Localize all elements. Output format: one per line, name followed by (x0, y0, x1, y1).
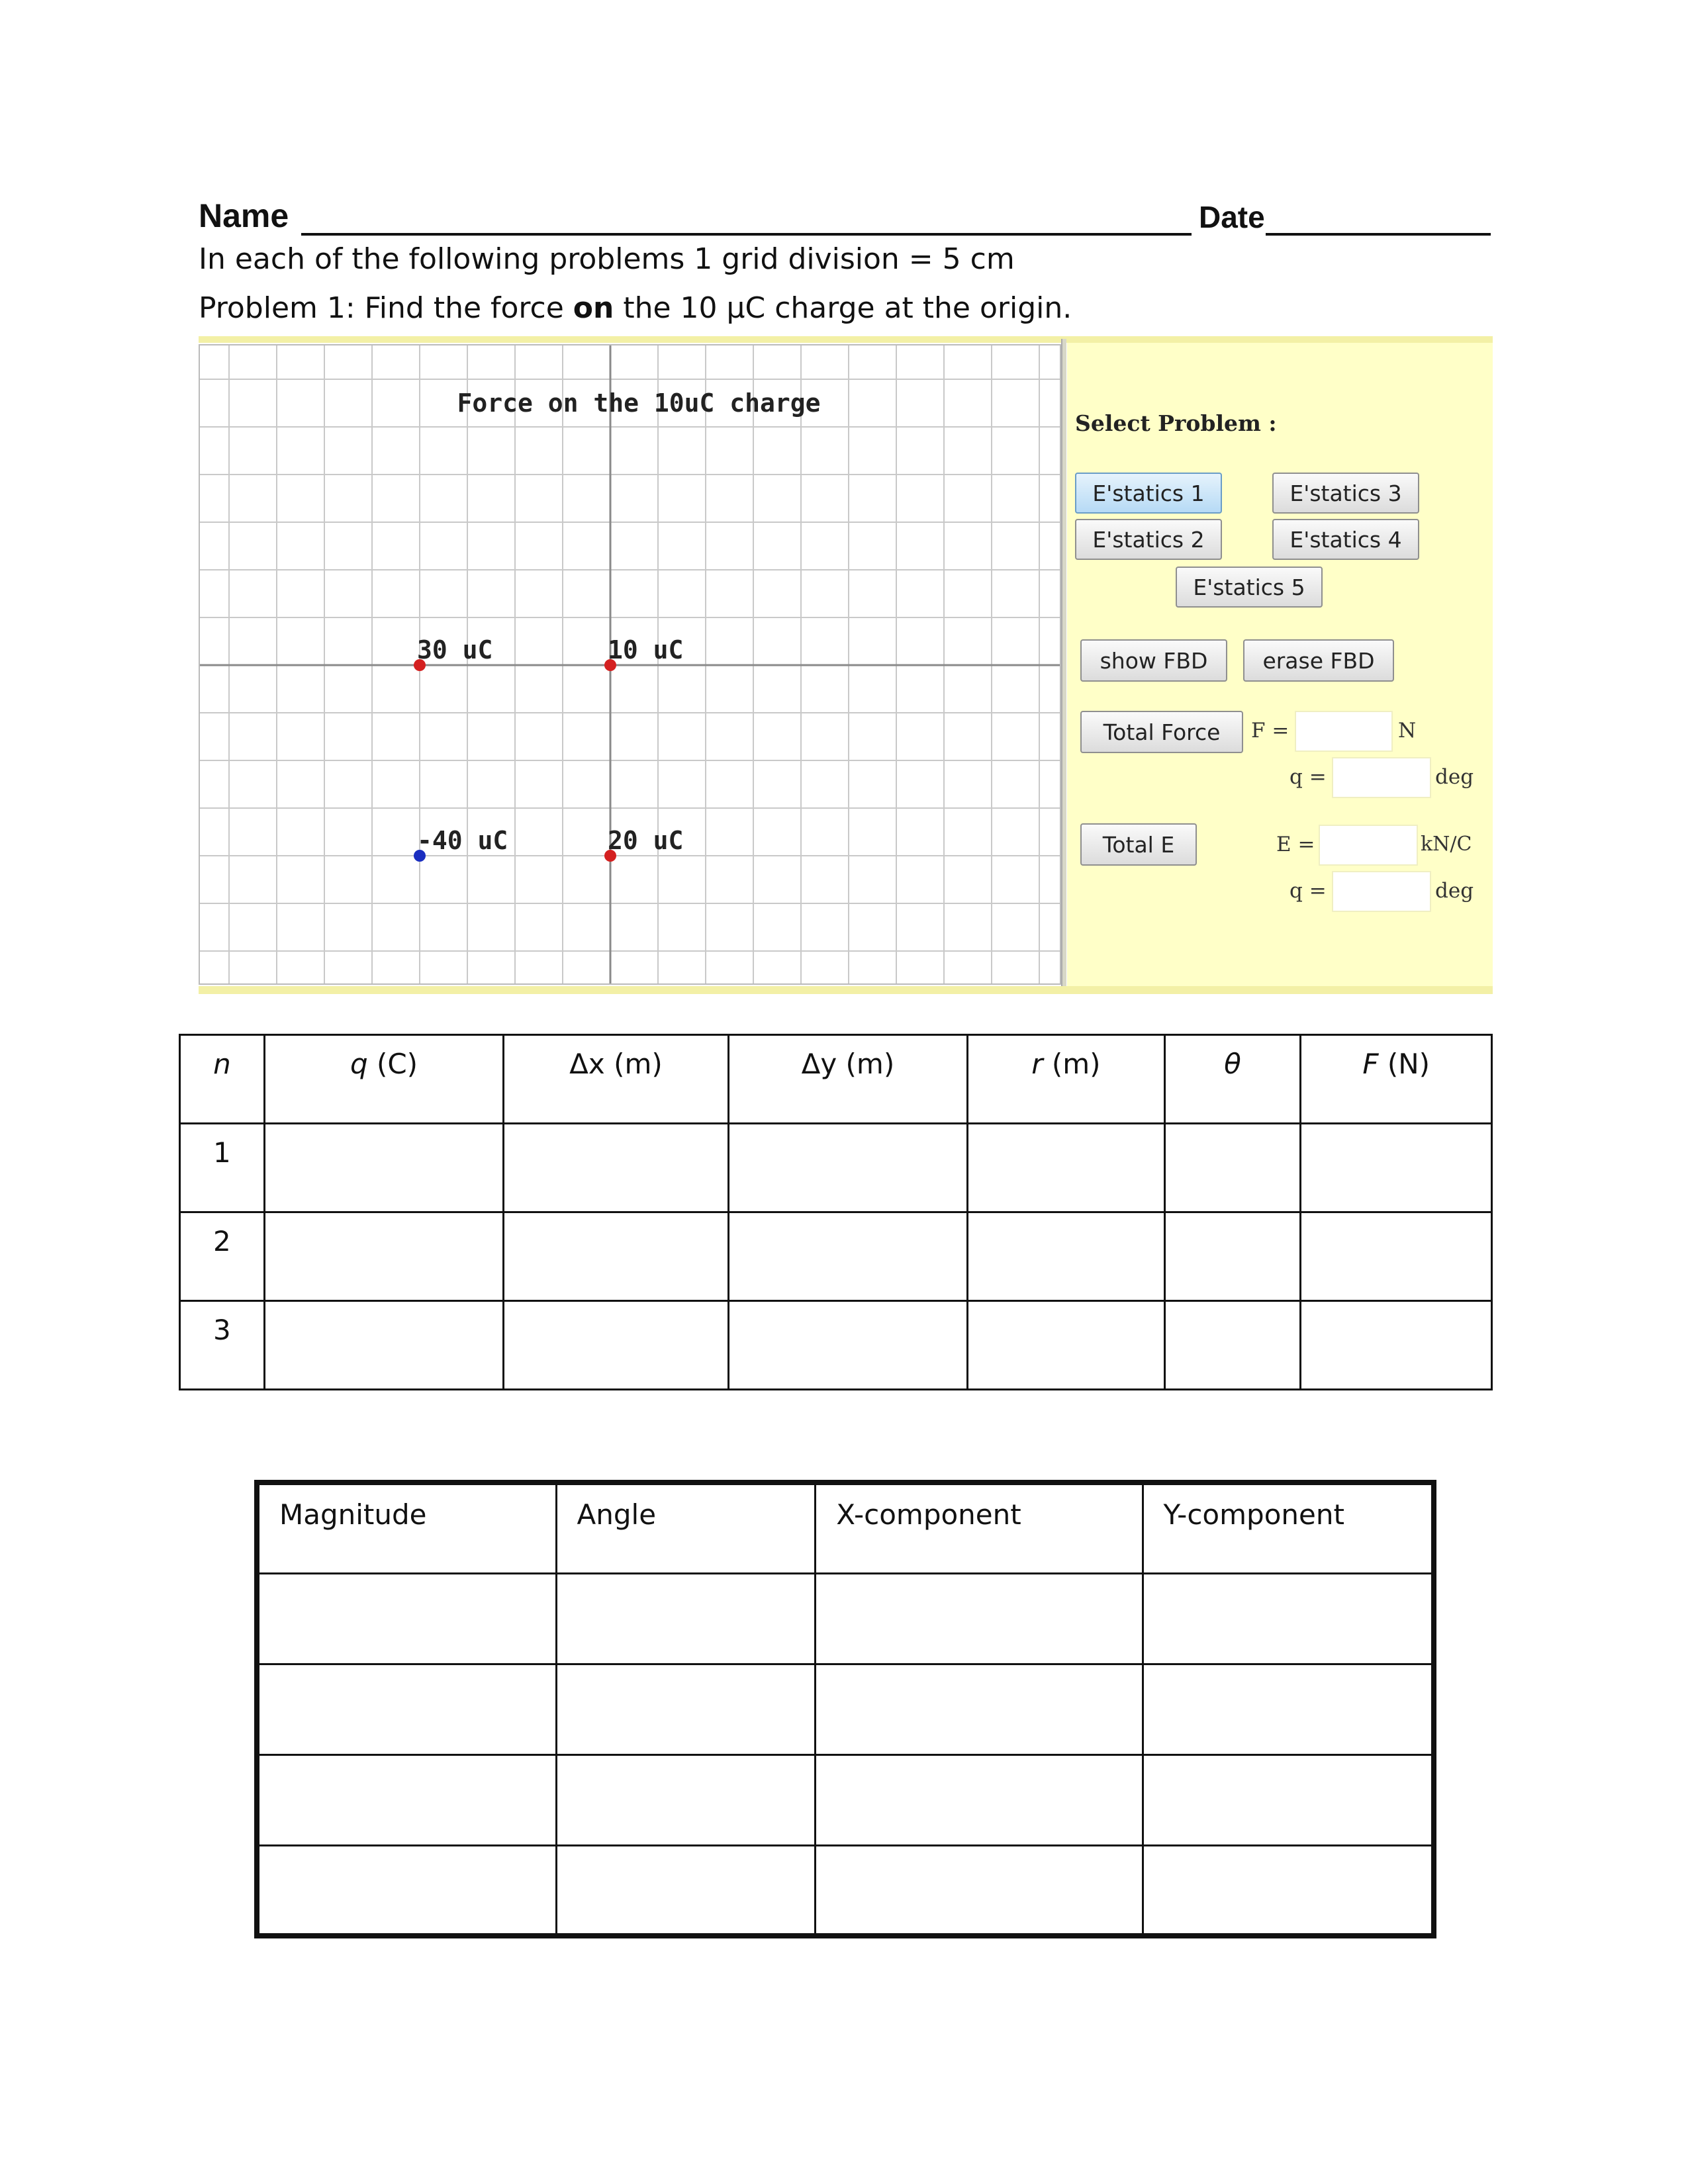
force-angle-field[interactable] (1332, 757, 1431, 798)
table-cell[interactable] (728, 1212, 967, 1301)
table-cell[interactable] (1164, 1124, 1301, 1212)
column-unit: (m) (1043, 1048, 1101, 1080)
force-unit: N (1398, 719, 1417, 743)
column-header (968, 1035, 1165, 1124)
table-cell[interactable] (1143, 1754, 1434, 1845)
table-cell[interactable] (1143, 1845, 1434, 1936)
row-number: 1 (180, 1124, 265, 1212)
field-angle-field[interactable] (1332, 871, 1431, 912)
table-cell[interactable] (264, 1212, 503, 1301)
problem-prefix: Problem 1: Find the force (199, 291, 573, 325)
problem-suffix: the 10 μC charge at the origin. (614, 291, 1072, 325)
table-cell[interactable] (504, 1212, 728, 1301)
column-unit: (m) (837, 1048, 895, 1080)
estatics-5-button[interactable]: E'statics 5 (1176, 567, 1323, 608)
table-cell[interactable] (968, 1301, 1165, 1390)
table-row (180, 1124, 1492, 1212)
table-cell[interactable] (1164, 1212, 1301, 1301)
estatics-2-button[interactable]: E'statics 2 (1075, 519, 1222, 560)
table-row (257, 1664, 1434, 1754)
table-cell[interactable] (556, 1573, 816, 1664)
row-number: 2 (180, 1212, 265, 1301)
table-cell[interactable] (556, 1664, 816, 1754)
table-cell[interactable] (816, 1845, 1143, 1936)
table-cell[interactable] (1301, 1301, 1492, 1390)
table-cell[interactable] (968, 1124, 1165, 1212)
column-variable: n (213, 1048, 231, 1080)
column-unit: (m) (604, 1048, 663, 1080)
table-cell[interactable] (968, 1212, 1165, 1301)
column-variable: Δx (569, 1048, 605, 1080)
magnitude-header: Magnitude (257, 1482, 556, 1573)
table-row (257, 1754, 1434, 1845)
table-row (180, 1212, 1492, 1301)
column-variable: θ (1224, 1048, 1241, 1080)
simulation-top-border (199, 336, 1493, 343)
table-cell[interactable] (1164, 1301, 1301, 1390)
table-cell[interactable] (1143, 1664, 1434, 1754)
simulation-bottom-border (199, 986, 1493, 994)
table-cell[interactable] (728, 1301, 967, 1390)
table-header-row (180, 1035, 1492, 1124)
charge-label: 10 uC (608, 635, 684, 664)
charge-label: 20 uC (608, 826, 684, 855)
table-cell[interactable] (816, 1664, 1143, 1754)
panel-divider (1061, 339, 1066, 989)
column-header (264, 1035, 503, 1124)
column-variable: r (1031, 1048, 1043, 1080)
force-angle-unit: deg (1435, 765, 1474, 789)
table-row (257, 1573, 1434, 1664)
table-cell[interactable] (257, 1664, 556, 1754)
column-variable: F (1362, 1048, 1379, 1080)
table-cell[interactable] (728, 1124, 967, 1212)
total-force-button[interactable]: Total Force (1080, 711, 1243, 753)
field-label: E = (1276, 833, 1315, 856)
charge-grid (199, 344, 1061, 985)
field-angle-unit: deg (1435, 879, 1474, 903)
table-cell[interactable] (816, 1573, 1143, 1664)
field-value-field[interactable] (1319, 825, 1418, 866)
field-unit: kN/C (1421, 833, 1472, 856)
problem-bold-word: on (573, 291, 614, 325)
y-component-header: Y-component (1143, 1482, 1434, 1573)
name-blank-line[interactable] (301, 233, 1192, 236)
column-header (1301, 1035, 1492, 1124)
problem-statement (199, 289, 1072, 328)
total-e-button[interactable]: Total E (1080, 823, 1197, 866)
table-cell[interactable] (257, 1845, 556, 1936)
instructions-text: In each of the following problems 1 grid division = 5 cm (199, 242, 1015, 276)
select-problem-label: Select Problem : (1075, 410, 1277, 436)
column-header (728, 1035, 967, 1124)
table-cell[interactable] (504, 1301, 728, 1390)
column-header (504, 1035, 728, 1124)
charge-label: 30 uC (417, 635, 493, 664)
table-cell[interactable] (257, 1573, 556, 1664)
column-unit: (N) (1378, 1048, 1430, 1080)
simulation-title: Force on the 10uC charge (457, 388, 821, 418)
table-cell[interactable] (816, 1754, 1143, 1845)
table-cell[interactable] (257, 1754, 556, 1845)
column-header (180, 1035, 265, 1124)
table-row (257, 1845, 1434, 1936)
column-variable: Δy (801, 1048, 837, 1080)
table-header-row (257, 1482, 1434, 1573)
force-value-field[interactable] (1295, 711, 1393, 752)
control-panel (1067, 343, 1493, 986)
force-angle-label: q = (1289, 765, 1327, 789)
table-cell[interactable] (556, 1845, 816, 1936)
estatics-3-button[interactable]: E'statics 3 (1272, 473, 1419, 514)
show-fbd-button[interactable]: show FBD (1080, 639, 1227, 682)
table-cell[interactable] (556, 1754, 816, 1845)
table-cell[interactable] (264, 1124, 503, 1212)
row-number: 3 (180, 1301, 265, 1390)
charge-label: -40 uC (417, 826, 508, 855)
date-blank-line[interactable] (1266, 233, 1491, 236)
erase-fbd-button[interactable]: erase FBD (1243, 639, 1394, 682)
x-component-header: X-component (816, 1482, 1143, 1573)
name-label: Name (199, 197, 289, 234)
angle-header: Angle (556, 1482, 816, 1573)
estatics-1-button[interactable]: E'statics 1 (1075, 473, 1222, 514)
table-row (180, 1301, 1492, 1390)
column-unit: (C) (367, 1048, 418, 1080)
table-cell[interactable] (1301, 1212, 1492, 1301)
column-header (1164, 1035, 1301, 1124)
field-angle-label: q = (1289, 879, 1327, 903)
table-cell[interactable] (264, 1301, 503, 1390)
table-cell[interactable] (1143, 1573, 1434, 1664)
column-variable: q (350, 1048, 368, 1080)
estatics-4-button[interactable]: E'statics 4 (1272, 519, 1419, 560)
table-cell[interactable] (504, 1124, 728, 1212)
force-label: F = (1251, 719, 1289, 743)
date-label: Date (1199, 200, 1265, 234)
vector-components-table (254, 1480, 1436, 1938)
table-cell[interactable] (1301, 1124, 1492, 1212)
charge-data-table (179, 1034, 1493, 1390)
